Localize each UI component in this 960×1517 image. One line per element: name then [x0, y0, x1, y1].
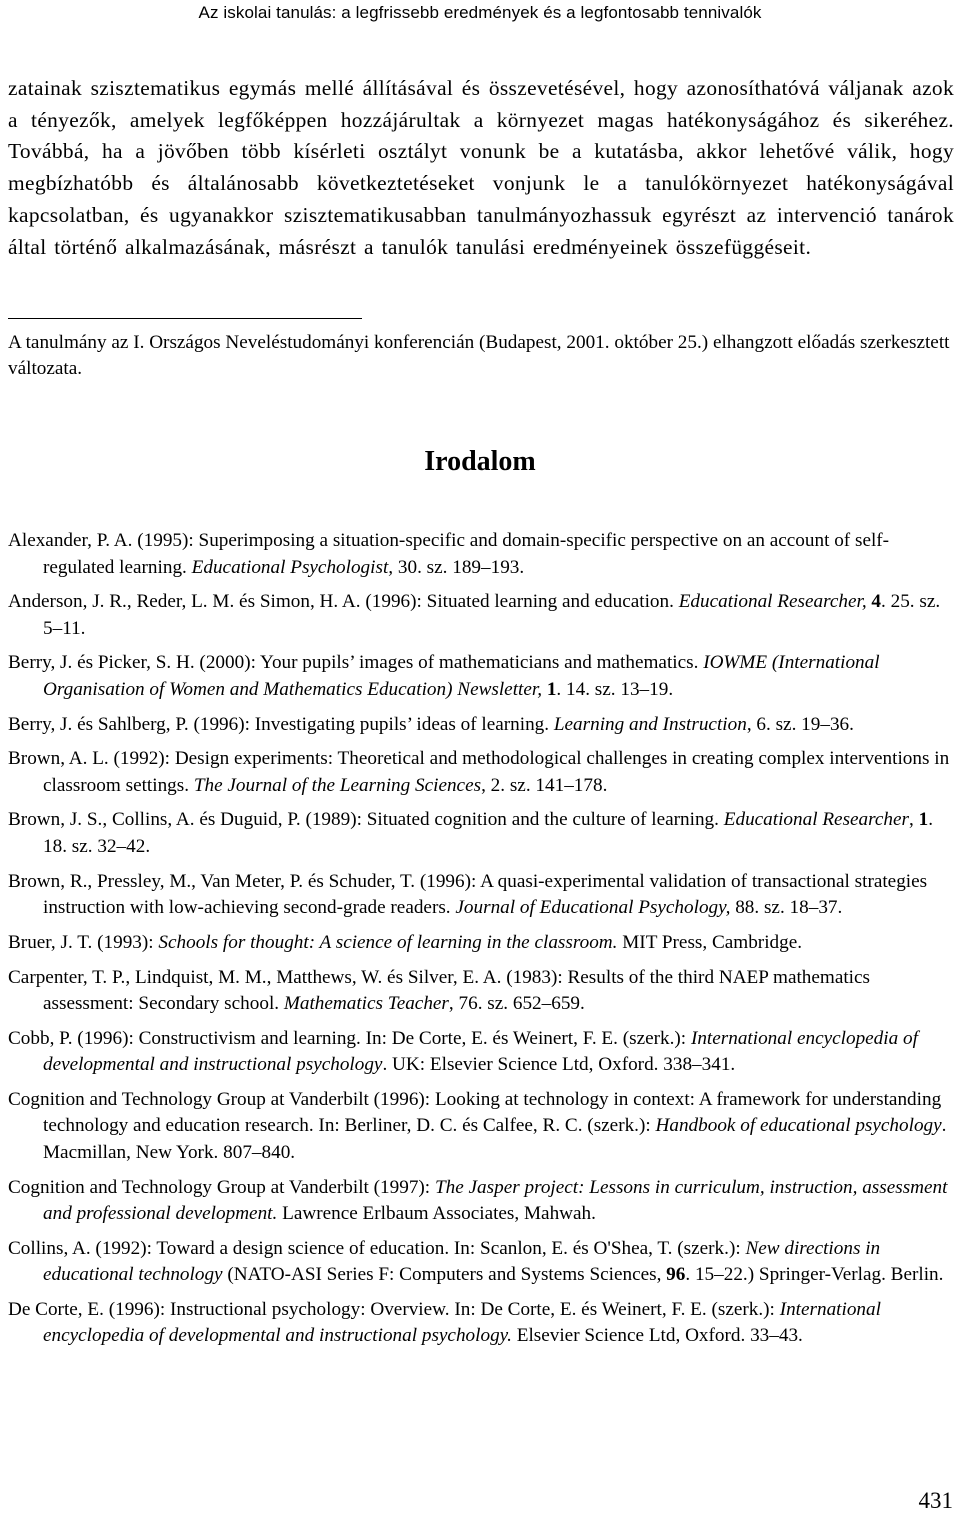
- footnote-divider: [8, 318, 362, 319]
- reference-text: , 2. sz. 141–178.: [481, 774, 608, 796]
- reference-text: . 18. sz. 32–42.: [43, 809, 933, 857]
- reference-item: [8, 712, 954, 739]
- reference-text: . 25. sz. 5–11.: [43, 591, 941, 639]
- reference-item: [8, 965, 954, 1018]
- reference-text: Lawrence Erlbaum Associates, Mahwah.: [277, 1203, 596, 1225]
- reference-item: [8, 1236, 954, 1289]
- footnote: A tanulmány az I. Országos Neveléstudományi konferencián (Budapest, 2001. október 25.) elhangzott előadás szerkesztett változata.: [8, 332, 950, 379]
- reference-item: [8, 746, 954, 799]
- reference-source-title: Journal of Educational Psychology,: [455, 897, 731, 919]
- reference-source-title: International encyclopedia of developmental and instructional psychology.: [43, 1298, 881, 1347]
- reference-text: Carpenter, T. P., Lindquist, M. M., Matthews, W. és Silver, E. A. (1983): Results of the third NAEP mathematics assessment: Secondary school.: [8, 966, 870, 1014]
- reference-text: ,: [909, 809, 919, 831]
- reference-item: [8, 650, 954, 703]
- reference-source-title: The Jasper project: Lessons in curriculum, instruction, assessment and professional development.: [43, 1176, 948, 1225]
- reference-source-title: New directions in educational technology: [43, 1237, 881, 1286]
- reference-item: [8, 1087, 954, 1167]
- reference-source-title: Educational Psychologist,: [191, 556, 394, 578]
- reference-text: Berry, J. és Sahlberg, P. (1996): Investigating pupils’ ideas of learning.: [8, 713, 554, 735]
- reference-list: [8, 528, 954, 1358]
- reference-item: [8, 930, 954, 957]
- reference-text: Bruer, J. T. (1993):: [8, 931, 159, 953]
- reference-text: 88. sz. 18–37.: [730, 897, 843, 919]
- reference-source-title: Schools for thought: A science of learning in the classroom.: [158, 931, 618, 953]
- reference-text: Alexander, P. A. (1995): Superimposing a situation-specific and domain-specific perspective on an account of self-regulated learning.: [8, 530, 890, 578]
- reference-text: . Macmillan, New York. 807–840.: [43, 1115, 947, 1163]
- reference-item: [8, 589, 954, 642]
- reference-source-title: Educational Researcher,: [678, 591, 867, 613]
- reference-text: Collins, A. (1992): Toward a design science of education. In: Scanlon, E. és O'Shea, T. (szerk.):: [8, 1237, 746, 1259]
- reference-text: . 15–22.) Springer-Verlag. Berlin.: [685, 1264, 944, 1286]
- reference-text: Cognition and Technology Group at Vanderbilt (1996): Looking at technology in context: A framework for understanding technology and education research. In: Berliner, D. C. és Calfee, R. C. (szerk.):: [8, 1088, 942, 1137]
- reference-text: , 76. sz. 652–659.: [448, 993, 585, 1014]
- reference-item: [8, 1026, 954, 1079]
- reference-text: Cobb, P. (1996): Constructivism and learning. In: De Corte, E. és Weinert, F. E. (szerk.):: [8, 1027, 691, 1049]
- reference-source-title: Educational Researcher: [723, 809, 910, 831]
- reference-text: Brown, J. S., Collins, A. és Duguid, P. (1989): Situated cognition and the culture of learning.: [8, 809, 724, 831]
- reference-item: [8, 869, 954, 922]
- reference-volume: 1: [546, 678, 557, 700]
- reference-source-title: Learning and Instruction: [553, 713, 747, 735]
- reference-text: MIT Press, Cambridge.: [617, 931, 803, 953]
- reference-text: . UK: Elsevier Science Ltd, Oxford. 338–341.: [382, 1054, 736, 1076]
- reference-source-title: International encyclopedia of developmental and instructional psychology: [43, 1027, 918, 1076]
- reference-text: 30. sz. 189–193.: [393, 556, 525, 578]
- reference-text: (NATO-ASI Series F: Computers and Systems Sciences,: [222, 1264, 667, 1286]
- reference-source-title: Handbook of educational psychology: [655, 1115, 942, 1137]
- reference-item: [8, 528, 954, 581]
- reference-text: Elsevier Science Ltd, Oxford. 33–43.: [511, 1325, 803, 1347]
- reference-text: Anderson, J. R., Reder, L. M. és Simon, H. A. (1996): Situated learning and education.: [8, 591, 679, 613]
- body-paragraph: zatainak szisztematikus egymás mellé állításával és összevetésével, hogy azonosíthatóvá váljanak azok a tényezők, amelyek legfőképpen hozzájárultak a környezet magas hatékonyságához és sikeréhez. Továbbá, ha a jövőben több kísérleti osztályt vonunk be a kutatásba, akkor lehetővé válik, hogy megbízhatóbb és általánosabb következtetéseket vonjunk le a tanulókörnyezet hatékonyságával kapcsolatban, és ugyanakkor szisztematikusabban tanulmányozhassuk egyrészt az intervenció tanárok által történő alkalmazásának, másrészt a tanulók tanulási eredményeinek összefüggéseit.: [8, 76, 954, 259]
- reference-source-title: The Journal of the Learning Sciences: [193, 774, 482, 796]
- reference-text: Cognition and Technology Group at Vanderbilt (1997):: [8, 1176, 435, 1198]
- reference-item: [8, 1297, 954, 1350]
- reference-text: Berry, J. és Picker, S. H. (2000): Your pupils’ images of mathematicians and mathematics.: [8, 652, 704, 674]
- reference-text: De Corte, E. (1996): Instructional psychology: Overview. In: De Corte, E. és Weinert, F. E. (szerk.):: [8, 1298, 780, 1320]
- reference-item: [8, 1175, 954, 1228]
- reference-source-title: IOWME (International Organisation of Women and Mathematics Education) Newsletter,: [43, 652, 880, 700]
- reference-text: Brown, R., Pressley, M., Van Meter, P. és Schuder, T. (1996): A quasi-experimental validation of transactional strategies instruction with low-achieving second-grade readers.: [8, 870, 928, 919]
- reference-volume: 96: [666, 1264, 686, 1286]
- reference-source-title: Mathematics Teacher: [283, 993, 449, 1014]
- section-title: Irodalom: [424, 446, 536, 477]
- reference-item: [8, 807, 954, 860]
- reference-text: Brown, A. L. (1992): Design experiments: Theoretical and methodological challenges in creating complex interventions in classroom settings.: [8, 748, 950, 796]
- page-number: 431: [918, 1488, 953, 1513]
- running-head: Az iskolai tanulás: a legfrissebb eredmények és a legfontosabb tennivalók: [198, 3, 762, 22]
- reference-volume: 4: [871, 591, 882, 613]
- reference-text: , 6. sz. 19–36.: [746, 713, 854, 735]
- reference-volume: 1: [918, 809, 929, 831]
- reference-text: . 14. sz. 13–19.: [556, 678, 674, 700]
